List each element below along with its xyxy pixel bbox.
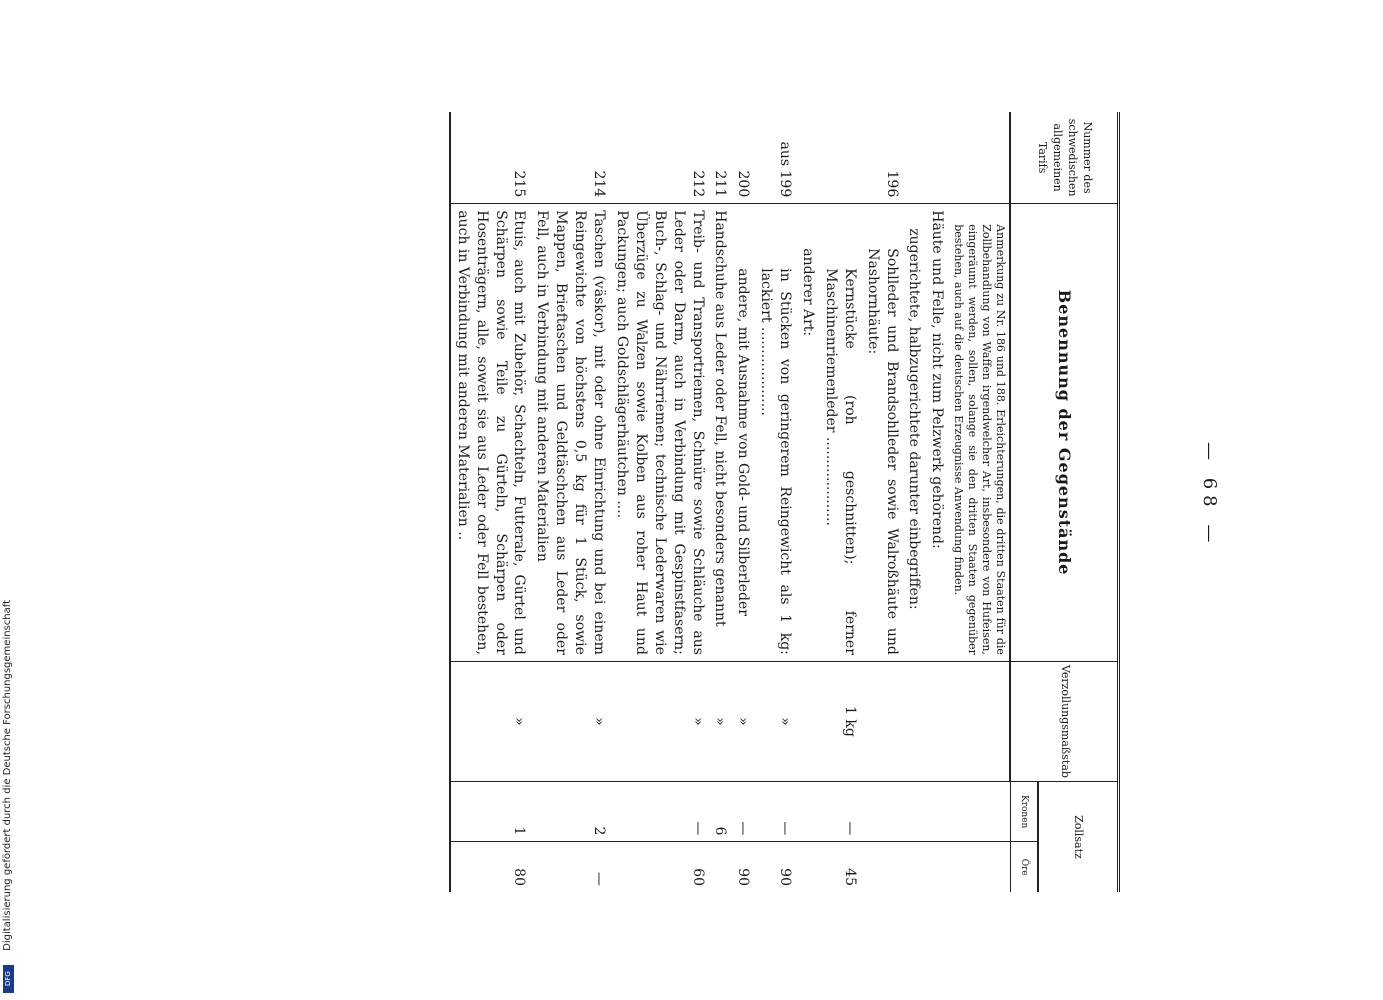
tariff-number bbox=[903, 112, 926, 204]
duty-kronor: 1 bbox=[450, 781, 531, 841]
header-ore: Öre bbox=[1011, 842, 1039, 892]
tariff-number bbox=[948, 112, 1010, 204]
assessment-unit: » bbox=[754, 661, 796, 781]
duty-ore bbox=[796, 842, 819, 892]
item-description: Treib- und Transportriemen, Schnüre sowie Schläuche aus Leder oder Darm, auch in Verbindung mit Gespinstfasern; Buch-, Schlag- und Nährriemen; technische Lederwaren wie Überzüge zu Walzen sowie Kolben aus roher Haut und Packungen; auch Goldschlägerhäutchen .... bbox=[610, 204, 708, 662]
duty-ore: 45 bbox=[841, 868, 858, 886]
duty-ore: — bbox=[591, 872, 608, 886]
table-row bbox=[903, 112, 926, 892]
duty-kronor: — bbox=[819, 781, 861, 841]
assessment-unit: » bbox=[531, 661, 611, 781]
tariff-number bbox=[925, 112, 948, 204]
tariff-number: 196 bbox=[861, 112, 903, 204]
item-description: Handschuhe aus Leder oder Fell, nicht besonders genannt bbox=[709, 204, 732, 662]
page-number: — 68 — bbox=[1199, 442, 1220, 549]
assessment-unit bbox=[861, 661, 903, 781]
item-description: anderer Art: bbox=[796, 204, 819, 662]
duty-ore bbox=[903, 842, 926, 892]
tariff-number: 211 bbox=[709, 112, 732, 204]
duty-ore bbox=[861, 842, 903, 892]
tariff-number bbox=[796, 112, 819, 204]
tariff-number: 215 bbox=[450, 112, 531, 204]
dfg-logo: DFG bbox=[3, 965, 14, 993]
duty-kronor: — bbox=[610, 781, 708, 841]
duty-kronor: — bbox=[754, 781, 796, 841]
duty-ore: 80 bbox=[511, 868, 528, 886]
duty-ore bbox=[948, 842, 1010, 892]
table-row bbox=[925, 112, 948, 892]
assessment-unit: » bbox=[709, 661, 732, 781]
table-row bbox=[819, 112, 861, 892]
table-row bbox=[861, 112, 903, 892]
table-row bbox=[450, 112, 531, 892]
duty-kronor bbox=[925, 781, 948, 841]
assessment-unit: » bbox=[610, 661, 708, 781]
table-row bbox=[610, 112, 708, 892]
tariff-number bbox=[819, 112, 861, 204]
tariff-number: aus 199 bbox=[754, 112, 796, 204]
item-description: Anmerkung zu Nr. 186 und 188. Erleichterungen, die dritten Staaten für die Zollbehandlung von Waffen irgendwelcher Art, insbesondere von Hufeisen, eingeräumt werden, sollen, solange sie den dritten Staaten gegenüber bestehen, auch auf die deutschen Erzeugnisse Anwendung finden. bbox=[948, 204, 1010, 662]
tariff-number: 212 bbox=[610, 112, 708, 204]
duty-kronor bbox=[948, 781, 1010, 841]
header-unit: Verzollungsmaßstab bbox=[1011, 661, 1119, 781]
table-row bbox=[796, 112, 819, 892]
header-number: Nummer des schwedischen allgemeinen Tarifs bbox=[1011, 112, 1119, 204]
assessment-unit bbox=[903, 661, 926, 781]
duty-kronor bbox=[861, 781, 903, 841]
item-description: in Stücken von geringerem Reingewicht als 1 kg: lackiert .................... bbox=[754, 204, 796, 662]
item-description: andere, mit Ausnahme von Gold- und Silberleder bbox=[731, 204, 754, 662]
duty-ore: 90 bbox=[735, 868, 752, 886]
table-row bbox=[754, 112, 796, 892]
assessment-unit bbox=[948, 661, 1010, 781]
duty-ore: 60 bbox=[689, 868, 706, 886]
duty-kronor: 6 bbox=[709, 781, 732, 841]
assessment-unit: » bbox=[731, 661, 754, 781]
table-row bbox=[731, 112, 754, 892]
table-header-row bbox=[1038, 112, 1119, 892]
item-description: Häute und Felle, nicht zum Pelzwerk gehörend: bbox=[925, 204, 948, 662]
duty-ore bbox=[925, 842, 948, 892]
header-kronor: Kronen bbox=[1011, 781, 1039, 841]
assessment-unit bbox=[925, 661, 948, 781]
header-duty: Zollsatz bbox=[1038, 781, 1119, 892]
item-description: Etuis, auch mit Zubehör, Schachteln, Futterale, Gürtel und Schärpen sowie Teile zu Gürteln, Schärpen oder Hosenträgern, alle, soweit sie aus Leder oder Fell bestehen, auch in Verbindung mit anderen Materialien .. bbox=[450, 204, 531, 662]
duty-kronor: — bbox=[731, 781, 754, 841]
item-description: Kernstücke (roh geschnitten); ferner Maschinenriemenleder .................... bbox=[819, 204, 861, 662]
item-description: Taschen (väskor), mit oder ohne Einrichtung und bei einem Reingewichte von höchstens 0,5 kg für 1 Stück, sowie Mappen, Brieftaschen und Geldtäschchen aus Leder oder Fell, auch in Verbindung mit anderen Materialien bbox=[531, 204, 611, 662]
assessment-unit: » bbox=[450, 661, 531, 781]
duty-kronor bbox=[903, 781, 926, 841]
table-row bbox=[948, 112, 1010, 892]
table-row bbox=[531, 112, 611, 892]
tariff-number: 214 bbox=[531, 112, 611, 204]
duty-ore bbox=[709, 842, 732, 892]
table-body bbox=[450, 112, 1011, 892]
rotated-page bbox=[220, 112, 1220, 892]
duty-kronor bbox=[796, 781, 819, 841]
tariff-table bbox=[449, 112, 1120, 892]
header-description: Benennung der Gegenstände bbox=[1011, 204, 1119, 662]
duty-ore: 90 bbox=[777, 868, 794, 886]
assessment-unit: 1 kg bbox=[819, 661, 861, 781]
item-description: Sohlleder und Brandsohlleder sowie Walroßhäute und Nashornhäute: bbox=[861, 204, 903, 662]
tariff-number: 200 bbox=[731, 112, 754, 204]
digitization-credit: Digitalisierung gefördert durch die Deutsche Forschungsgemeinschaft bbox=[2, 600, 13, 951]
duty-kronor: 2 bbox=[531, 781, 611, 841]
item-description: zugerichtete, halbzugerichtete darunter einbegriffen: bbox=[903, 204, 926, 662]
assessment-unit bbox=[796, 661, 819, 781]
table-row bbox=[709, 112, 732, 892]
